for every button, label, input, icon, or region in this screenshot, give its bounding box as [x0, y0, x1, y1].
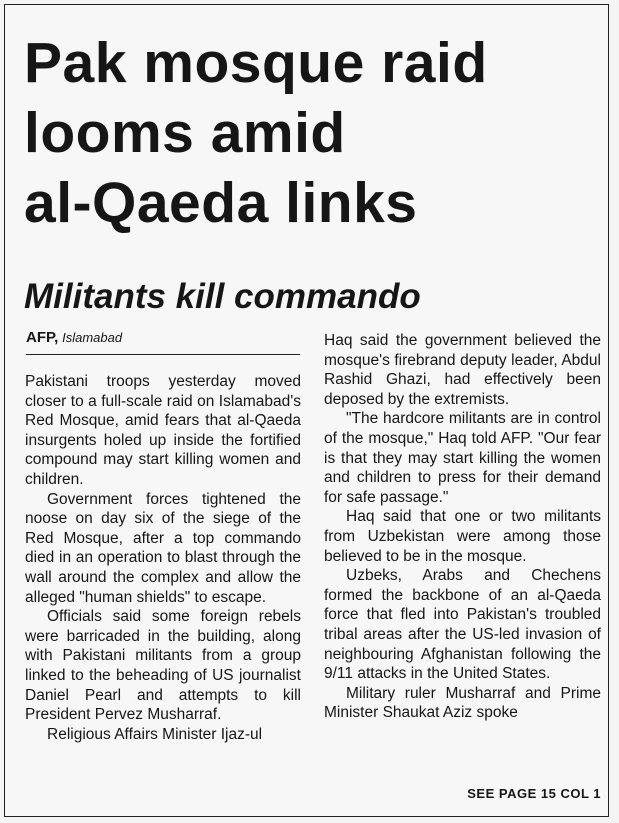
paragraph: Haq said the government believed the mosque's firebrand deputy leader, Abdul Rashid Ghazi, had effectively been deposed by the extremists.	[324, 332, 601, 408]
article-column-1	[25, 372, 301, 744]
article-column-2	[324, 331, 601, 723]
byline-agency: AFP,	[26, 329, 59, 346]
paragraph: "The hardcore militants are in control of the mosque," Haq told AFP. "Our fear is that they may start killing the women and children to press for their demand for safe passage."	[324, 410, 601, 506]
subheadline: Militants kill commando	[24, 277, 421, 316]
headline-line: Pak mosque raid	[24, 31, 488, 95]
byline	[26, 327, 300, 355]
paragraph: Officials said some foreign rebels were barricaded in the building, along with Pakistani militants from a group linked to the beheading of US journalist Daniel Pearl and attempts to kill President Pervez Musharraf.	[25, 608, 301, 724]
paragraph: Government forces tightened the noose on day six of the siege of the Red Mosque, after a top commando died in an operation to blast through the wall around the complex and allow the alleged "human shields" to escape.	[25, 490, 301, 606]
paragraph: Uzbeks, Arabs and Chechens formed the backbone of an al-Qaeda force that fled into Pakistan's troubled tribal areas after the US-led invasion of neighbouring Afghanistan following the 9/11 attacks in the United States.	[324, 567, 601, 683]
paragraph: Military ruler Musharraf and Prime Minister Shaukat Aziz spoke	[324, 684, 601, 722]
headline-line: al-Qaeda links	[24, 171, 418, 235]
headline-line: looms amid	[24, 101, 346, 165]
headline	[24, 28, 599, 238]
paragraph: Pakistani troops yesterday moved closer to a full-scale raid on Islamabad's Red Mosque, amid fears that al-Qaeda insurgents holed up inside the fortified compound may start killing women and children.	[25, 373, 301, 488]
byline-place: Islamabad	[62, 330, 123, 345]
paragraph: Haq said that one or two militants from Uzbekistan were among those believed to be in the mosque.	[324, 508, 601, 565]
paragraph: Religious Affairs Minister Ijaz-ul	[47, 725, 263, 743]
continuation-note: SEE PAGE 15 COL 1	[467, 786, 601, 801]
